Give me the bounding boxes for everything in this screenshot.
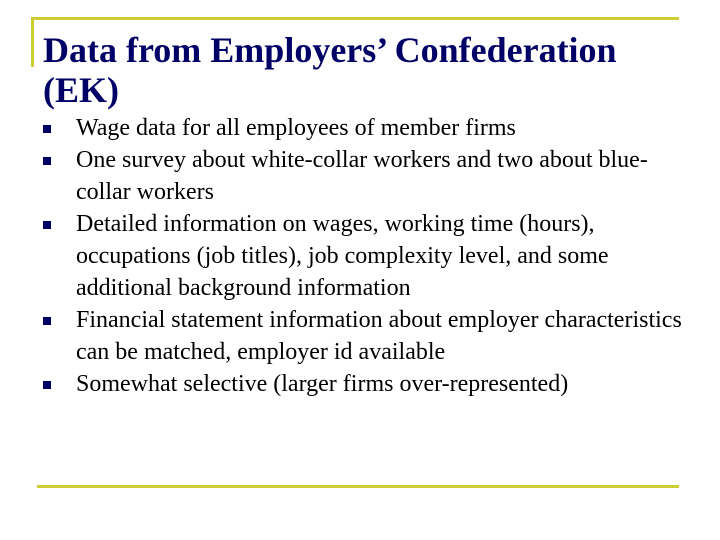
- bullet-text: Detailed information on wages, working time (hours), occupations (job titles), job complexity level, and some additional background information: [76, 211, 609, 301]
- square-bullet-icon: [43, 317, 51, 325]
- bullet-list: [43, 112, 683, 400]
- square-bullet-icon: [43, 157, 51, 165]
- bottom-rule-divider: [37, 485, 679, 488]
- left-rule-divider: [31, 17, 34, 67]
- square-bullet-icon: [43, 125, 51, 133]
- square-bullet-icon: [43, 221, 51, 229]
- bullet-item: [43, 208, 683, 304]
- bullet-item: [43, 368, 683, 400]
- bullet-text: One survey about white-collar workers and two about blue-collar workers: [76, 147, 648, 205]
- bullet-text: Financial statement information about employer characteristics can be matched, employer id available: [76, 307, 682, 365]
- bullet-item: [43, 112, 683, 144]
- bullet-item: [43, 144, 683, 208]
- square-bullet-icon: [43, 381, 51, 389]
- bullet-item: [43, 304, 683, 368]
- bullet-text: Wage data for all employees of member firms: [76, 115, 516, 141]
- bullet-text: Somewhat selective (larger firms over-represented): [76, 371, 569, 397]
- slide-title: Data from Employers’ Confederation (EK): [43, 30, 617, 110]
- top-rule-divider: [31, 17, 679, 20]
